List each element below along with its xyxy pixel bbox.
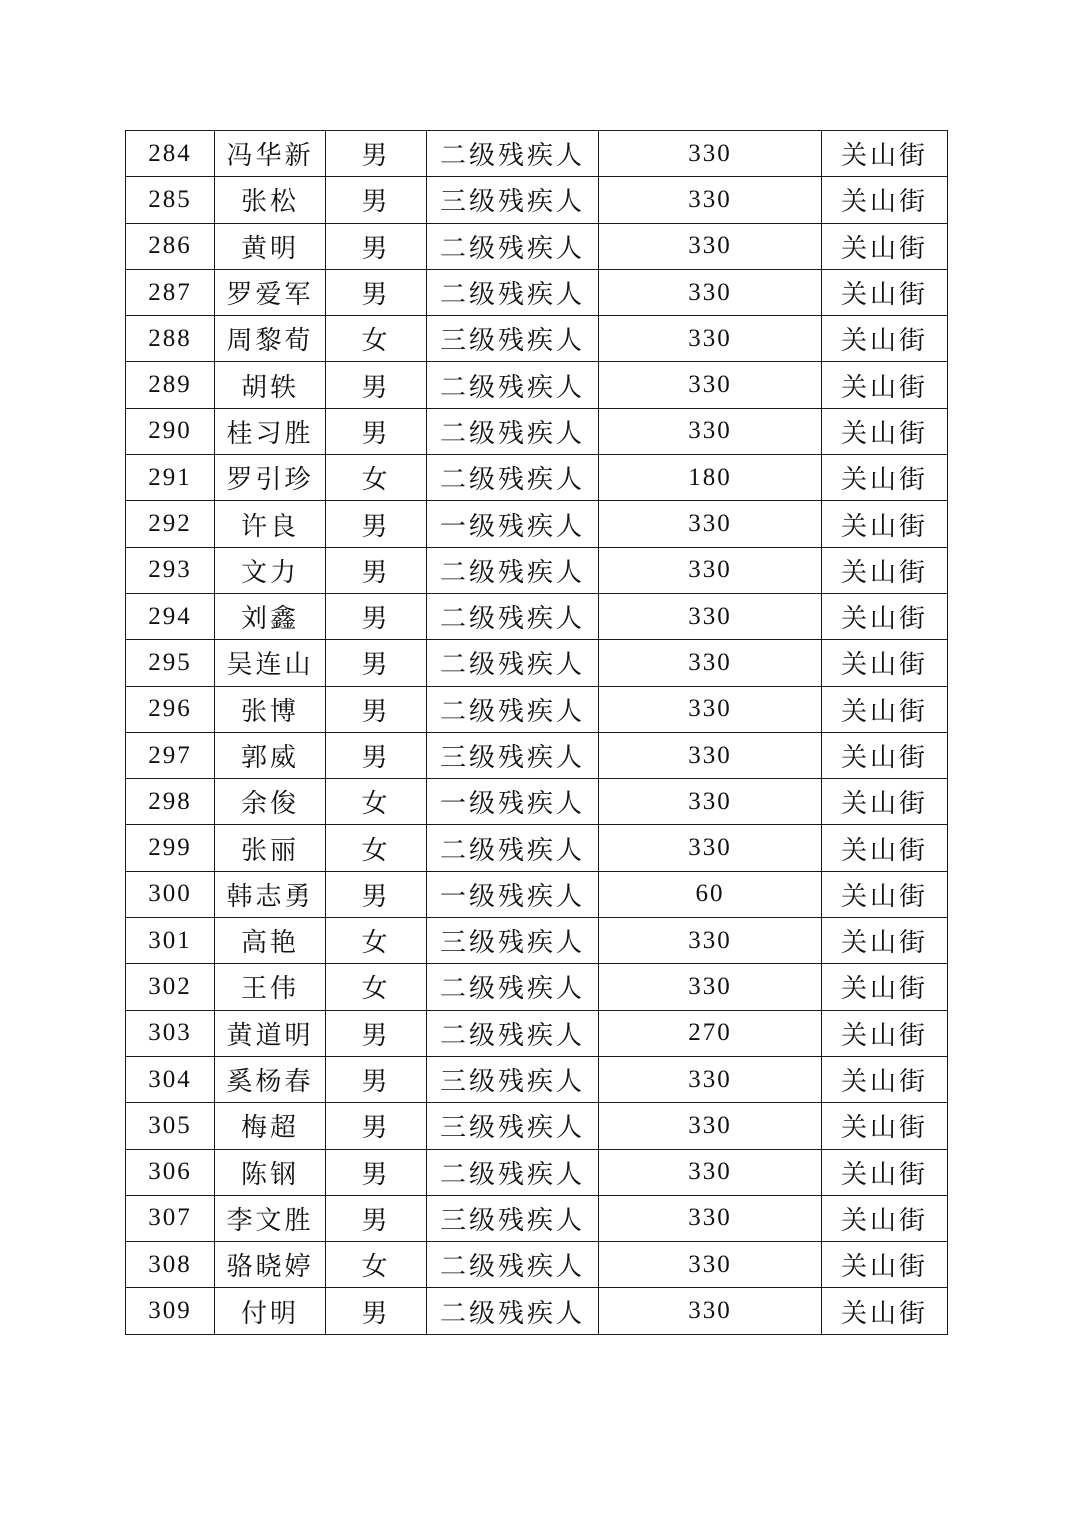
serial-cell: 292 — [126, 501, 215, 547]
table-row — [126, 686, 948, 732]
table-row — [126, 732, 948, 778]
table-row — [126, 1149, 948, 1195]
amount-cell: 330 — [599, 131, 822, 177]
serial-cell: 308 — [126, 1242, 215, 1288]
street-cell: 关山街 — [822, 871, 948, 917]
amount-cell: 330 — [599, 1056, 822, 1102]
disability-level-cell: 二级残疾人 — [427, 223, 599, 269]
name-cell: 奚杨春 — [215, 1056, 326, 1102]
disability-level-cell: 三级残疾人 — [427, 177, 599, 223]
disability-level-cell: 一级残疾人 — [427, 501, 599, 547]
table-row — [126, 964, 948, 1010]
serial-cell: 297 — [126, 732, 215, 778]
amount-cell: 330 — [599, 918, 822, 964]
gender-cell: 女 — [326, 455, 427, 501]
name-cell: 梅超 — [215, 1103, 326, 1149]
disability-level-cell: 二级残疾人 — [427, 362, 599, 408]
disability-level-cell: 三级残疾人 — [427, 732, 599, 778]
gender-cell: 男 — [326, 1010, 427, 1056]
serial-cell: 296 — [126, 686, 215, 732]
table-row — [126, 362, 948, 408]
name-cell: 胡轶 — [215, 362, 326, 408]
disability-level-cell: 二级残疾人 — [427, 686, 599, 732]
serial-cell: 295 — [126, 640, 215, 686]
street-cell: 关山街 — [822, 825, 948, 871]
serial-cell: 303 — [126, 1010, 215, 1056]
serial-cell: 305 — [126, 1103, 215, 1149]
disability-level-cell: 二级残疾人 — [427, 1288, 599, 1334]
amount-cell: 330 — [599, 269, 822, 315]
gender-cell: 女 — [326, 918, 427, 964]
serial-cell: 293 — [126, 547, 215, 593]
street-cell: 关山街 — [822, 269, 948, 315]
serial-cell: 284 — [126, 131, 215, 177]
serial-cell: 286 — [126, 223, 215, 269]
gender-cell: 男 — [326, 1288, 427, 1334]
table-row — [126, 501, 948, 547]
street-cell: 关山街 — [822, 547, 948, 593]
disability-level-cell: 二级残疾人 — [427, 1010, 599, 1056]
amount-cell: 330 — [599, 640, 822, 686]
gender-cell: 男 — [326, 686, 427, 732]
serial-cell: 300 — [126, 871, 215, 917]
street-cell: 关山街 — [822, 918, 948, 964]
gender-cell: 男 — [326, 871, 427, 917]
amount-cell: 330 — [599, 1103, 822, 1149]
disability-level-cell: 二级残疾人 — [427, 455, 599, 501]
disability-level-cell: 二级残疾人 — [427, 825, 599, 871]
disability-level-cell: 三级残疾人 — [427, 1056, 599, 1102]
street-cell: 关山街 — [822, 501, 948, 547]
name-cell: 罗引珍 — [215, 455, 326, 501]
serial-cell: 309 — [126, 1288, 215, 1334]
street-cell: 关山街 — [822, 1056, 948, 1102]
amount-cell: 330 — [599, 501, 822, 547]
street-cell: 关山街 — [822, 686, 948, 732]
amount-cell: 60 — [599, 871, 822, 917]
street-cell: 关山街 — [822, 1195, 948, 1241]
amount-cell: 330 — [599, 177, 822, 223]
disability-level-cell: 二级残疾人 — [427, 1149, 599, 1195]
amount-cell: 330 — [599, 362, 822, 408]
gender-cell: 男 — [326, 640, 427, 686]
serial-cell: 306 — [126, 1149, 215, 1195]
gender-cell: 男 — [326, 223, 427, 269]
disability-level-cell: 一级残疾人 — [427, 871, 599, 917]
serial-cell: 285 — [126, 177, 215, 223]
serial-cell: 304 — [126, 1056, 215, 1102]
gender-cell: 女 — [326, 964, 427, 1010]
serial-cell: 294 — [126, 593, 215, 639]
serial-cell: 290 — [126, 408, 215, 454]
disability-level-cell: 三级残疾人 — [427, 1195, 599, 1241]
table-row — [126, 408, 948, 454]
street-cell: 关山街 — [822, 593, 948, 639]
gender-cell: 男 — [326, 131, 427, 177]
disability-level-cell: 一级残疾人 — [427, 779, 599, 825]
gender-cell: 男 — [326, 732, 427, 778]
table-body — [126, 131, 948, 1335]
serial-cell: 291 — [126, 455, 215, 501]
amount-cell: 330 — [599, 732, 822, 778]
amount-cell: 330 — [599, 316, 822, 362]
disability-level-cell: 二级残疾人 — [427, 640, 599, 686]
name-cell: 桂习胜 — [215, 408, 326, 454]
table-row — [126, 918, 948, 964]
serial-cell: 288 — [126, 316, 215, 362]
amount-cell: 330 — [599, 1195, 822, 1241]
street-cell: 关山街 — [822, 408, 948, 454]
table-row — [126, 223, 948, 269]
name-cell: 许良 — [215, 501, 326, 547]
name-cell: 付明 — [215, 1288, 326, 1334]
gender-cell: 男 — [326, 1056, 427, 1102]
gender-cell: 男 — [326, 547, 427, 593]
disability-level-cell: 二级残疾人 — [427, 593, 599, 639]
table-row — [126, 640, 948, 686]
serial-cell: 307 — [126, 1195, 215, 1241]
name-cell: 文力 — [215, 547, 326, 593]
amount-cell: 330 — [599, 779, 822, 825]
gender-cell: 男 — [326, 362, 427, 408]
gender-cell: 女 — [326, 1242, 427, 1288]
name-cell: 骆晓婷 — [215, 1242, 326, 1288]
disability-level-cell: 三级残疾人 — [427, 1103, 599, 1149]
disability-level-cell: 二级残疾人 — [427, 131, 599, 177]
street-cell: 关山街 — [822, 1010, 948, 1056]
subsidy-table — [125, 130, 948, 1335]
street-cell: 关山街 — [822, 1149, 948, 1195]
name-cell: 郭威 — [215, 732, 326, 778]
table-row — [126, 1056, 948, 1102]
name-cell: 周黎荀 — [215, 316, 326, 362]
name-cell: 黄明 — [215, 223, 326, 269]
table-row — [126, 269, 948, 315]
amount-cell: 330 — [599, 1288, 822, 1334]
table-row — [126, 1195, 948, 1241]
disability-level-cell: 三级残疾人 — [427, 316, 599, 362]
serial-cell: 287 — [126, 269, 215, 315]
name-cell: 刘鑫 — [215, 593, 326, 639]
amount-cell: 330 — [599, 825, 822, 871]
gender-cell: 女 — [326, 825, 427, 871]
gender-cell: 男 — [326, 1103, 427, 1149]
name-cell: 陈钢 — [215, 1149, 326, 1195]
name-cell: 黄道明 — [215, 1010, 326, 1056]
table-row — [126, 1010, 948, 1056]
street-cell: 关山街 — [822, 177, 948, 223]
disability-level-cell: 二级残疾人 — [427, 964, 599, 1010]
disability-level-cell: 二级残疾人 — [427, 547, 599, 593]
street-cell: 关山街 — [822, 964, 948, 1010]
name-cell: 吴连山 — [215, 640, 326, 686]
amount-cell: 330 — [599, 1149, 822, 1195]
name-cell: 余俊 — [215, 779, 326, 825]
street-cell: 关山街 — [822, 1103, 948, 1149]
name-cell: 王伟 — [215, 964, 326, 1010]
gender-cell: 男 — [326, 177, 427, 223]
gender-cell: 男 — [326, 501, 427, 547]
gender-cell: 女 — [326, 779, 427, 825]
table-row — [126, 316, 948, 362]
name-cell: 李文胜 — [215, 1195, 326, 1241]
street-cell: 关山街 — [822, 779, 948, 825]
table-row — [126, 1288, 948, 1334]
amount-cell: 330 — [599, 686, 822, 732]
amount-cell: 330 — [599, 593, 822, 639]
table-row — [126, 547, 948, 593]
street-cell: 关山街 — [822, 732, 948, 778]
table-row — [126, 779, 948, 825]
street-cell: 关山街 — [822, 1242, 948, 1288]
street-cell: 关山街 — [822, 316, 948, 362]
table-row — [126, 1103, 948, 1149]
street-cell: 关山街 — [822, 223, 948, 269]
disability-level-cell: 二级残疾人 — [427, 1242, 599, 1288]
gender-cell: 男 — [326, 1195, 427, 1241]
amount-cell: 180 — [599, 455, 822, 501]
table-row — [126, 455, 948, 501]
name-cell: 罗爱军 — [215, 269, 326, 315]
street-cell: 关山街 — [822, 455, 948, 501]
disability-level-cell: 二级残疾人 — [427, 408, 599, 454]
gender-cell: 女 — [326, 316, 427, 362]
street-cell: 关山街 — [822, 640, 948, 686]
serial-cell: 299 — [126, 825, 215, 871]
gender-cell: 男 — [326, 269, 427, 315]
amount-cell: 330 — [599, 408, 822, 454]
table-row — [126, 593, 948, 639]
gender-cell: 男 — [326, 408, 427, 454]
street-cell: 关山街 — [822, 1288, 948, 1334]
gender-cell: 男 — [326, 593, 427, 639]
table-row — [126, 825, 948, 871]
table-row — [126, 131, 948, 177]
amount-cell: 330 — [599, 1242, 822, 1288]
table-row — [126, 1242, 948, 1288]
table-row — [126, 177, 948, 223]
name-cell: 张松 — [215, 177, 326, 223]
name-cell: 高艳 — [215, 918, 326, 964]
name-cell: 冯华新 — [215, 131, 326, 177]
street-cell: 关山街 — [822, 131, 948, 177]
disability-level-cell: 二级残疾人 — [427, 269, 599, 315]
table-row — [126, 871, 948, 917]
name-cell: 张丽 — [215, 825, 326, 871]
amount-cell: 270 — [599, 1010, 822, 1056]
gender-cell: 男 — [326, 1149, 427, 1195]
serial-cell: 298 — [126, 779, 215, 825]
street-cell: 关山街 — [822, 362, 948, 408]
name-cell: 张博 — [215, 686, 326, 732]
name-cell: 韩志勇 — [215, 871, 326, 917]
amount-cell: 330 — [599, 223, 822, 269]
serial-cell: 302 — [126, 964, 215, 1010]
amount-cell: 330 — [599, 964, 822, 1010]
serial-cell: 301 — [126, 918, 215, 964]
amount-cell: 330 — [599, 547, 822, 593]
serial-cell: 289 — [126, 362, 215, 408]
disability-level-cell: 三级残疾人 — [427, 918, 599, 964]
